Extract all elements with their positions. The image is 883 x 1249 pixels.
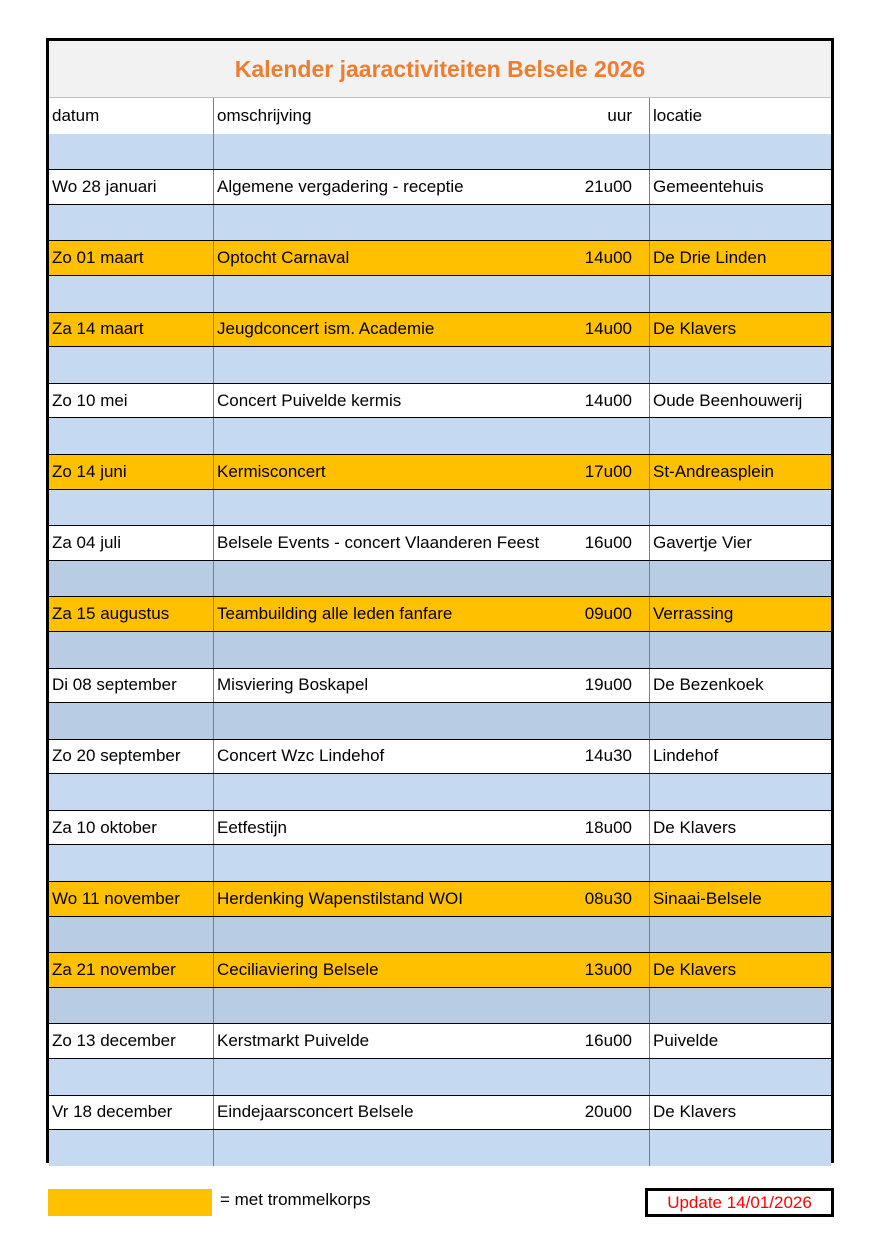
spacer-row xyxy=(49,1059,831,1095)
table-row xyxy=(49,739,831,775)
spacer-row xyxy=(49,1130,831,1166)
spacer-cell xyxy=(49,347,214,383)
spacer-row xyxy=(49,205,831,241)
page-title: Kalender jaaractiviteiten Belsele 2026 xyxy=(49,41,831,98)
spacer-cell xyxy=(214,347,574,383)
spacer-cell xyxy=(574,347,650,383)
spacer-cell xyxy=(650,1130,831,1166)
spacer-cell xyxy=(214,632,574,668)
table-row xyxy=(49,240,831,276)
spacer-cell xyxy=(49,1130,214,1166)
cell-location: Puivelde xyxy=(653,1031,719,1051)
table-row xyxy=(49,596,831,632)
legend-swatch xyxy=(48,1189,212,1216)
table-row xyxy=(49,169,831,205)
spacer-cell xyxy=(49,418,214,454)
cell-date: Zo 14 juni xyxy=(49,455,214,489)
spacer-cell xyxy=(574,134,650,170)
spacer-cell xyxy=(574,703,650,739)
spacer-cell xyxy=(574,490,650,526)
cell-time: 18u00 xyxy=(574,811,650,845)
cell-description: Misviering Boskapel xyxy=(217,675,369,695)
spacer-cell xyxy=(574,988,650,1024)
spacer-cell xyxy=(49,1059,214,1095)
cell-date: Zo 13 december xyxy=(49,1024,214,1058)
cell-date: Za 04 juli xyxy=(49,526,214,560)
table-row xyxy=(49,525,831,561)
cell-location: Gemeentehuis xyxy=(653,176,764,196)
spacer-cell xyxy=(214,703,574,739)
cell-description: Concert Puivelde kermis xyxy=(217,390,402,410)
update-badge: Update 14/01/2026 xyxy=(645,1188,834,1217)
cell-date: Za 14 maart xyxy=(49,313,214,347)
cell-time: 14u00 xyxy=(574,384,650,418)
table-row xyxy=(49,952,831,988)
spacer-cell xyxy=(214,917,574,953)
cell-description: Kermisconcert xyxy=(217,461,326,481)
spacer-cell xyxy=(650,347,831,383)
cell-location: Sinaai-Belsele xyxy=(653,888,762,908)
cell-description: Belsele Events - concert Vlaanderen Feest xyxy=(217,532,540,552)
cell-time: 16u00 xyxy=(574,1024,650,1058)
cell-time: 13u00 xyxy=(574,953,650,987)
spacer-cell xyxy=(214,418,574,454)
header-date: datum xyxy=(49,98,214,134)
table-row xyxy=(49,810,831,846)
cell-location: Oude Beenhouwerij xyxy=(653,390,803,410)
header-description: omschrijving xyxy=(217,105,312,125)
cell-location: De Bezenkoek xyxy=(653,675,764,695)
spacer-row xyxy=(49,917,831,953)
legend-label: = met trommelkorps xyxy=(220,1190,371,1209)
cell-description: Herdenking Wapenstilstand WOI xyxy=(217,888,463,908)
calendar-sheet xyxy=(46,38,834,1163)
spacer-cell xyxy=(650,1059,831,1095)
table-row xyxy=(49,1095,831,1131)
cell-time: 17u00 xyxy=(574,455,650,489)
spacer-row xyxy=(49,561,831,597)
spacer-cell xyxy=(574,1130,650,1166)
spacer-row xyxy=(49,490,831,526)
cell-time: 21u00 xyxy=(574,170,650,204)
spacer-cell xyxy=(214,988,574,1024)
spacer-cell xyxy=(49,774,214,810)
cell-date: Za 15 augustus xyxy=(49,597,214,631)
cell-date: Zo 10 mei xyxy=(49,384,214,418)
spacer-row xyxy=(49,703,831,739)
table-header xyxy=(49,98,831,134)
spacer-cell xyxy=(214,134,574,170)
spacer-cell xyxy=(650,917,831,953)
cell-location: Gavertje Vier xyxy=(653,532,752,552)
cell-time: 14u00 xyxy=(574,313,650,347)
cell-time: 14u30 xyxy=(574,740,650,774)
spacer-cell xyxy=(49,561,214,597)
spacer-cell xyxy=(650,490,831,526)
spacer-cell xyxy=(49,845,214,881)
cell-description: Jeugdconcert ism. Academie xyxy=(217,319,435,339)
spacer-cell xyxy=(214,561,574,597)
spacer-cell xyxy=(650,561,831,597)
spacer-row xyxy=(49,632,831,668)
cell-date: Di 08 september xyxy=(49,669,214,703)
spacer-cell xyxy=(574,845,650,881)
spacer-cell xyxy=(214,490,574,526)
spacer-cell xyxy=(650,703,831,739)
spacer-cell xyxy=(214,845,574,881)
cell-description: Algemene vergadering - receptie xyxy=(217,176,464,196)
table-row xyxy=(49,1023,831,1059)
cell-time: 09u00 xyxy=(574,597,650,631)
cell-date: Vr 18 december xyxy=(49,1096,214,1130)
spacer-row xyxy=(49,988,831,1024)
cell-date: Zo 20 september xyxy=(49,740,214,774)
cell-date: Za 10 oktober xyxy=(49,811,214,845)
cell-time: 14u00 xyxy=(574,241,650,275)
spacer-cell xyxy=(574,632,650,668)
table-row xyxy=(49,383,831,419)
cell-description: Kerstmarkt Puivelde xyxy=(217,1031,370,1051)
cell-location: De Klavers xyxy=(653,1102,737,1122)
spacer-cell xyxy=(650,988,831,1024)
cell-location: Lindehof xyxy=(653,746,719,766)
cell-time: 20u00 xyxy=(574,1096,650,1130)
spacer-cell xyxy=(650,632,831,668)
cell-location: De Klavers xyxy=(653,817,737,837)
spacer-cell xyxy=(650,845,831,881)
spacer-cell xyxy=(574,561,650,597)
spacer-cell xyxy=(574,418,650,454)
spacer-cell xyxy=(214,276,574,312)
spacer-cell xyxy=(650,134,831,170)
table-row xyxy=(49,881,831,917)
cell-location: St-Andreasplein xyxy=(653,461,774,481)
spacer-row xyxy=(49,774,831,810)
table-body xyxy=(49,134,831,1166)
cell-description: Teambuilding alle leden fanfare xyxy=(217,604,453,624)
cell-location: De Drie Linden xyxy=(653,248,767,268)
spacer-cell xyxy=(49,988,214,1024)
spacer-cell xyxy=(49,917,214,953)
spacer-cell xyxy=(574,917,650,953)
spacer-row xyxy=(49,134,831,170)
spacer-cell xyxy=(214,1059,574,1095)
cell-date: Wo 11 november xyxy=(49,882,214,916)
spacer-row xyxy=(49,418,831,454)
cell-location: De Klavers xyxy=(653,319,737,339)
spacer-cell xyxy=(49,632,214,668)
cell-date: Zo 01 maart xyxy=(49,241,214,275)
cell-date: Za 21 november xyxy=(49,953,214,987)
cell-description: Ceciliaviering Belsele xyxy=(217,960,379,980)
cell-date: Wo 28 januari xyxy=(49,170,214,204)
spacer-cell xyxy=(650,774,831,810)
cell-description: Eindejaarsconcert Belsele xyxy=(217,1102,414,1122)
table-row xyxy=(49,454,831,490)
spacer-cell xyxy=(574,276,650,312)
spacer-cell xyxy=(650,418,831,454)
spacer-cell xyxy=(214,774,574,810)
header-location: locatie xyxy=(653,105,703,125)
spacer-cell xyxy=(574,774,650,810)
cell-location: Verrassing xyxy=(653,604,734,624)
spacer-cell xyxy=(49,205,214,241)
spacer-cell xyxy=(49,703,214,739)
spacer-row xyxy=(49,347,831,383)
spacer-cell xyxy=(650,276,831,312)
spacer-cell xyxy=(49,490,214,526)
cell-description: Eetfestijn xyxy=(217,817,287,837)
cell-time: 08u30 xyxy=(574,882,650,916)
cell-time: 19u00 xyxy=(574,669,650,703)
cell-location: De Klavers xyxy=(653,960,737,980)
cell-description: Concert Wzc Lindehof xyxy=(217,746,385,766)
table-row xyxy=(49,668,831,704)
spacer-cell xyxy=(49,134,214,170)
spacer-cell xyxy=(574,1059,650,1095)
spacer-cell xyxy=(49,276,214,312)
table-row xyxy=(49,312,831,348)
spacer-cell xyxy=(214,1130,574,1166)
spacer-cell xyxy=(650,205,831,241)
cell-description: Optocht Carnaval xyxy=(217,248,350,268)
spacer-cell xyxy=(214,205,574,241)
cell-time: 16u00 xyxy=(574,526,650,560)
spacer-cell xyxy=(574,205,650,241)
spacer-row xyxy=(49,276,831,312)
header-time: uur xyxy=(574,98,650,134)
spacer-row xyxy=(49,845,831,881)
